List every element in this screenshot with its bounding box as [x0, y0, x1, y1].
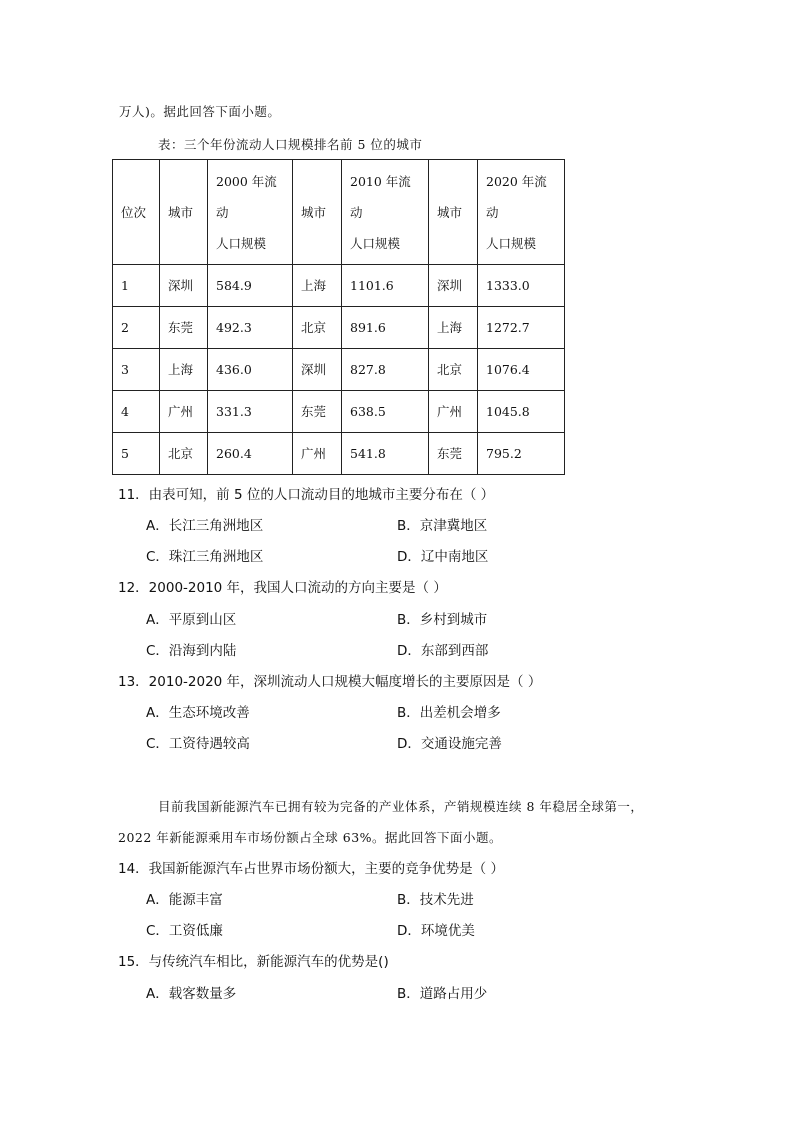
question-11-option-c: C．珠江三角洲地区	[146, 549, 264, 565]
question-12-stem: 12．2000-2010 年，我国人口流动的方向主要是（ ）	[118, 580, 447, 596]
passage-line-1: 目前我国新能源汽车已拥有较为完备的产业体系，产销规模连续 8 年稳居全球第一，	[158, 799, 644, 814]
cell-city-2020: 广州	[429, 391, 478, 433]
question-12-option-a: A．平原到山区	[146, 612, 237, 628]
cell-value-2010: 541.8	[342, 433, 429, 475]
question-13-option-a: A．生态环境改善	[146, 705, 250, 721]
header-2000-line3: 人口规模	[216, 235, 267, 251]
header-2010-line2: 动	[350, 204, 363, 220]
cell-rank: 2	[113, 307, 160, 349]
cell-value-2010: 638.5	[342, 391, 429, 433]
cell-city-2000: 深圳	[160, 265, 208, 307]
cell-city-2010: 北京	[293, 307, 342, 349]
question-14-stem: 14．我国新能源汽车占世界市场份额大，主要的竞争优势是（ ）	[118, 861, 504, 877]
question-14-option-a: A．能源丰富	[146, 892, 223, 908]
header-2010	[342, 160, 429, 265]
question-15-option-a: A．载客数量多	[146, 986, 237, 1002]
question-14-option-b: B．技术先进	[397, 892, 474, 908]
header-city-2020: 城市	[429, 160, 478, 265]
question-12-option-c: C．沿海到内陆	[146, 643, 237, 659]
cell-city-2000: 广州	[160, 391, 208, 433]
cell-city-2010: 广州	[293, 433, 342, 475]
cell-city-2010: 上海	[293, 265, 342, 307]
header-rank: 位次	[113, 160, 160, 265]
question-11-option-a: A．长江三角洲地区	[146, 518, 264, 534]
cell-value-2020: 1333.0	[478, 265, 565, 307]
cell-value-2020: 1045.8	[478, 391, 565, 433]
table-row	[113, 349, 565, 391]
question-14-option-c: C．工资低廉	[146, 923, 223, 939]
header-city-2010: 城市	[293, 160, 342, 265]
header-2020-line1: 2020 年流	[486, 173, 547, 189]
question-15-option-b: B．道路占用少	[397, 986, 488, 1002]
cell-value-2000: 436.0	[208, 349, 293, 391]
intro-text: 万人)。据此回答下面小题。	[119, 104, 281, 119]
question-13-option-b: B．出差机会增多	[397, 705, 501, 721]
question-13-option-d: D．交通设施完善	[397, 736, 502, 752]
table-row	[113, 433, 565, 475]
question-13-option-c: C．工资待遇较高	[146, 736, 250, 752]
question-13-stem: 13．2010-2020 年，深圳流动人口规模大幅度增长的主要原因是（ ）	[118, 674, 542, 690]
table-header-row	[113, 160, 565, 265]
table-row	[113, 391, 565, 433]
cell-value-2010: 827.8	[342, 349, 429, 391]
cell-value-2010: 1101.6	[342, 265, 429, 307]
question-15-stem: 15．与传统汽车相比，新能源汽车的优势是()	[118, 954, 389, 970]
cell-rank: 5	[113, 433, 160, 475]
cell-city-2020: 东莞	[429, 433, 478, 475]
cell-city-2000: 北京	[160, 433, 208, 475]
cell-rank: 3	[113, 349, 160, 391]
header-2000-line1: 2000 年流	[216, 173, 277, 189]
table-row	[113, 265, 565, 307]
cell-value-2000: 260.4	[208, 433, 293, 475]
cell-value-2020: 1076.4	[478, 349, 565, 391]
cell-value-2020: 1272.7	[478, 307, 565, 349]
header-2000-line2: 动	[216, 204, 229, 220]
question-12-option-d: D．东部到西部	[397, 643, 489, 659]
cell-value-2000: 331.3	[208, 391, 293, 433]
header-2020	[478, 160, 565, 265]
table-caption: 表：三个年份流动人口规模排名前 5 位的城市	[158, 137, 423, 152]
cell-city-2020: 上海	[429, 307, 478, 349]
cell-value-2020: 795.2	[478, 433, 565, 475]
cell-city-2020: 深圳	[429, 265, 478, 307]
cell-city-2000: 上海	[160, 349, 208, 391]
header-2020-line3: 人口规模	[486, 235, 537, 251]
question-11-stem: 11．由表可知，前 5 位的人口流动目的地城市主要分布在（ ）	[118, 487, 495, 503]
cell-value-2000: 584.9	[208, 265, 293, 307]
population-table	[112, 159, 565, 475]
passage-line-2: 2022 年新能源乘用车市场份额占全球 63%。据此回答下面小题。	[118, 830, 503, 845]
cell-city-2000: 东莞	[160, 307, 208, 349]
question-12-option-b: B．乡村到城市	[397, 612, 488, 628]
header-2010-line3: 人口规模	[350, 235, 401, 251]
cell-value-2000: 492.3	[208, 307, 293, 349]
question-11-option-b: B．京津冀地区	[397, 518, 488, 534]
cell-rank: 4	[113, 391, 160, 433]
header-city-2000: 城市	[160, 160, 208, 265]
cell-rank: 1	[113, 265, 160, 307]
question-14-option-d: D．环境优美	[397, 923, 475, 939]
header-2020-line2: 动	[486, 204, 499, 220]
header-2010-line1: 2010 年流	[350, 173, 411, 189]
cell-city-2010: 深圳	[293, 349, 342, 391]
cell-city-2020: 北京	[429, 349, 478, 391]
question-11-option-d: D．辽中南地区	[397, 549, 489, 565]
table-row	[113, 307, 565, 349]
cell-value-2010: 891.6	[342, 307, 429, 349]
cell-city-2010: 东莞	[293, 391, 342, 433]
header-2000	[208, 160, 293, 265]
